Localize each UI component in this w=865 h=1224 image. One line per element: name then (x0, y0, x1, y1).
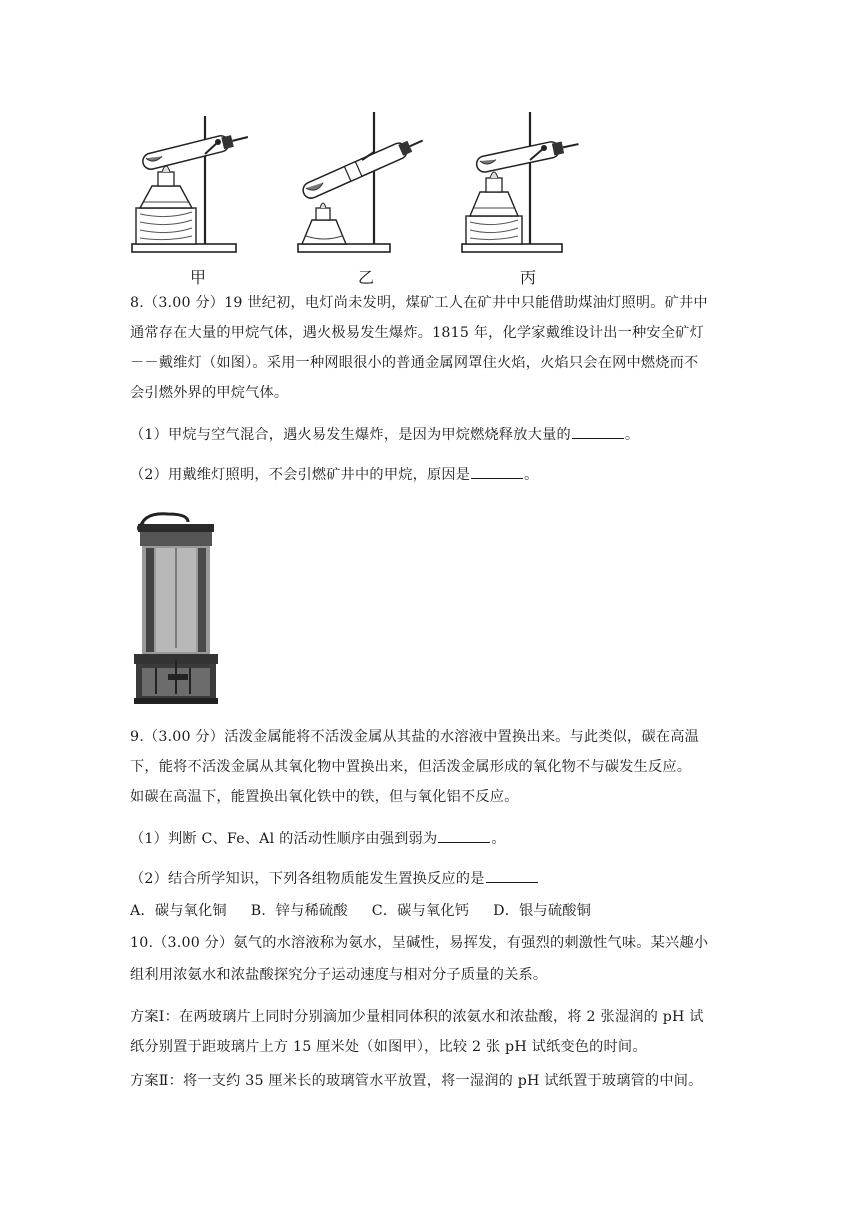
davy-lamp-image (128, 508, 224, 708)
q8-subquestion-1 (130, 420, 740, 450)
q8-sub2-text: （2）用戴维灯照明，不会引燃矿井中的甲烷，原因是 (130, 467, 471, 483)
apparatus-label-jia: 甲 (189, 268, 206, 287)
q9-option-b: B．锌与稀硫酸 (250, 903, 348, 919)
q10-line-3: 方案Ⅰ：在两玻璃片上同时分别滴加少量相同体积的浓氨水和浓盐酸，将 2 张湿润的 pH 试 (130, 1009, 704, 1025)
q9-sub1-text: （1）判断 C、Fe、Al 的活动性顺序由强到弱为 (130, 831, 438, 847)
q9-subquestion-1 (130, 824, 740, 854)
apparatus-jia-drawing (128, 108, 268, 258)
q8-line-4: 会引燃外界的甲烷气体。 (130, 385, 289, 401)
q9-sub1-end: 。 (491, 831, 506, 847)
q8-subquestion-2 (130, 460, 740, 490)
apparatus-jia (128, 108, 268, 288)
q9-line-1: 9.（3.00 分）活泼金属能将不活泼金属从其盐的水溶液中置换出来。与此类似，碳在高温 (130, 729, 699, 745)
q9-sub1-blank (438, 828, 490, 843)
q9-line-2: 下，能将不活泼金属从其氧化物中置换出来，但活泼金属形成的氧化物不与碳发生反应。 (130, 759, 692, 775)
q9-option-c: C．碳与氧化钙 (371, 903, 470, 919)
q8-sub2-end: 。 (524, 467, 539, 483)
q8-sub2-blank (471, 464, 523, 479)
q9-sub2-blank (486, 868, 538, 883)
q9-options (130, 896, 740, 926)
q10-line-2: 组利用浓氨水和浓盐酸探究分子运动速度与相对分子质量的关系。 (130, 967, 548, 983)
q8-line-3: －－戴维灯（如图）。采用一种网眼很小的普通金属网罩住火焰，火焰只会在网中燃烧而不 (130, 355, 699, 371)
apparatus-yi-drawing (296, 108, 436, 258)
q10-line-5: 方案Ⅱ：将一支约 35 厘米长的玻璃管水平放置，将一湿润的 pH 试纸置于玻璃管的中间。 (130, 1073, 703, 1089)
apparatus-yi (296, 108, 436, 288)
apparatus-label-bing: 丙 (519, 268, 536, 287)
q9-subquestion-2 (130, 864, 740, 894)
q8-sub1-blank (572, 424, 624, 439)
q9-option-a: A．碳与氧化铜 (130, 903, 227, 919)
apparatus-bing (458, 108, 598, 288)
q8-line-1: 8.（3.00 分）19 世纪初，电灯尚未发明，煤矿工人在矿井中只能借助煤油灯照明。矿井中 (130, 295, 708, 311)
apparatus-figures (128, 108, 598, 288)
apparatus-bing-drawing (458, 108, 598, 258)
q8-line-2: 通常存在大量的甲烷气体，遇火极易发生爆炸。1815 年，化学家戴维设计出一种安全矿灯 (130, 325, 704, 341)
q9-sub2-text: （2）结合所学知识，下列各组物质能发生置换反应的是 (130, 871, 485, 887)
q9-line-3: 如碳在高温下，能置换出氧化铁中的铁，但与氧化铝不反应。 (130, 789, 519, 805)
q10-line-4: 纸分别置于距玻璃片上方 15 厘米处（如图甲），比较 2 张 pH 试纸变色的时间。 (130, 1039, 647, 1055)
q8-sub1-text: （1）甲烷与空气混合，遇火易发生爆炸，是因为甲烷燃烧释放大量的 (130, 427, 571, 443)
apparatus-label-yi: 乙 (357, 268, 374, 287)
q9-option-d: D．银与硫酸铜 (493, 903, 592, 919)
q10-line-1: 10.（3.00 分）氨气的水溶液称为氨水，呈碱性，易挥发，有强烈的刺激性气味。某兴趣小 (130, 935, 709, 951)
q8-sub1-end: 。 (624, 427, 640, 443)
